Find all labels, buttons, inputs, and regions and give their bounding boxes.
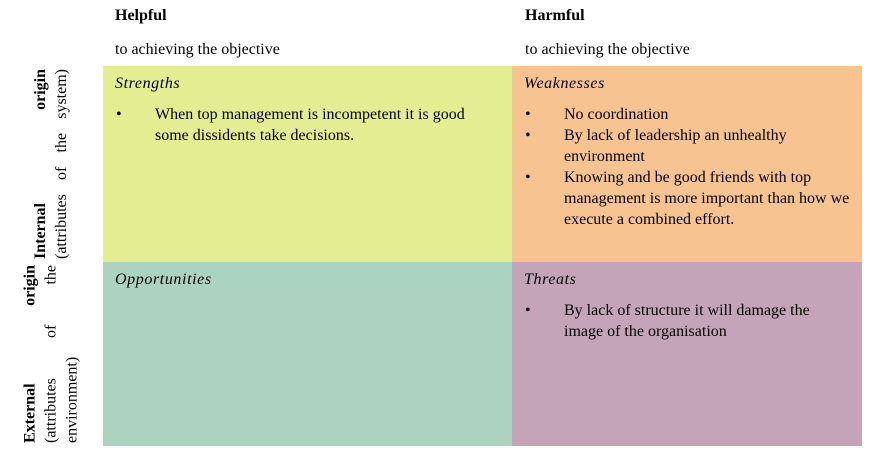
- quadrant-threats: [512, 262, 862, 446]
- column-heading-helpful: Helpful: [115, 7, 167, 24]
- quadrant-title-weaknesses: Weaknesses: [524, 75, 605, 92]
- column-heading-harmful: Harmful: [525, 7, 585, 24]
- weaknesses-item-text: By lack of leadership an unhealthy environment: [564, 127, 787, 165]
- weaknesses-item: [524, 104, 850, 125]
- row-subheading-internal: (attributes of the system): [53, 69, 70, 259]
- weaknesses-item-text: Knowing and be good friends with top management is more important than how we execute a combined effort.: [564, 169, 850, 228]
- row-heading-external: External origin: [21, 265, 39, 443]
- bullet-icon: •: [525, 302, 531, 319]
- column-subheading-harmful: to achieving the objective: [525, 41, 690, 58]
- strengths-item: [115, 104, 500, 146]
- quadrant-title-strengths: Strengths: [115, 75, 181, 92]
- quadrant-weaknesses: [512, 66, 862, 262]
- bullet-icon: •: [525, 106, 531, 123]
- bullet-icon: •: [525, 127, 531, 144]
- quadrant-title-opportunities: Opportunities: [115, 271, 212, 288]
- threats-item-text: By lack of structure it will damage the image of the organisation: [564, 302, 810, 340]
- row-label-internal: [0, 66, 102, 262]
- bullet-icon: •: [525, 169, 531, 186]
- weaknesses-list: [524, 104, 850, 230]
- weaknesses-item-text: No coordination: [564, 106, 669, 123]
- row-subheading-external: (attributes of the environment): [42, 265, 81, 443]
- weaknesses-item: [524, 125, 850, 167]
- bullet-icon: •: [116, 106, 122, 123]
- weaknesses-item: [524, 167, 850, 230]
- strengths-item-text: When top management is incompetent it is good some dissidents take decisions.: [155, 106, 465, 144]
- quadrant-title-threats: Threats: [524, 271, 577, 288]
- quadrant-strengths: [103, 66, 512, 262]
- column-subheading-helpful: to achieving the objective: [115, 41, 280, 58]
- threats-list: [524, 300, 850, 342]
- row-heading-internal: Internal origin: [32, 69, 49, 259]
- row-label-external: [0, 262, 102, 446]
- threats-item: [524, 300, 850, 342]
- quadrant-opportunities: [103, 262, 512, 446]
- strengths-list: [115, 104, 500, 146]
